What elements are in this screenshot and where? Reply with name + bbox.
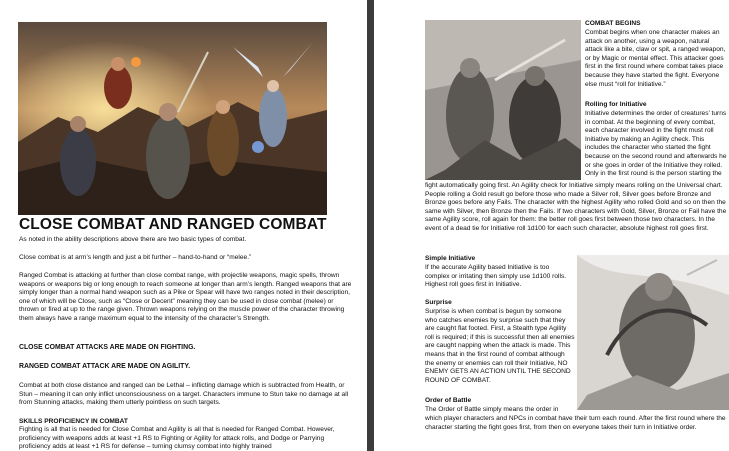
skills-heading: SKILLS PROFICIENCY IN COMBAT [19,418,128,425]
ranged-combat-paragraph: Ranged Combat is attacking at further than close combat range, with projectile weapons, magic spells, thrown weapons or weapons big or long enough to reach someone at longer than arm’s length. Ranged weapons that are simply longer than a normal hand weapon such as a Pike or Spear will have two ranges noted in their description, one of which will be Close, such as “Close or Decent” meaning they can be used in close combat (melee) or thrown or fired at up to the range given. Thrown weapons relying on the muscle power of the character throwing them always have a range maximum equal to the intensity of the character’s Strength. [19,272,352,322]
battle-illustration [18,22,327,215]
skills-paragraph: Fighting is all that is needed for Close Combat and Agility is all that is needed for Ranged Combat. However, proficiency with weapons adds at least +1 RS to Fighting or Agility for attack rolls, and Dodge or Parrying proficiency adds at least +1 RS for defense – turning clumsy combat into highly trained [19,426,335,451]
order-of-battle-paragraph: The Order of Battle simply means the order in [425,406,559,413]
rolling-initiative-heading: Rolling for Initiative [585,101,647,108]
combat-illustration-top [425,20,581,180]
warrior-illustration-bottom [577,255,729,410]
lethal-stun-paragraph: Combat at both close distance and ranged can be Lethal – inflicting damage which is subtracted from Health, or Stun – meaning it can only inflict unconsciousness on a target. Characters immune to Stun take no damage at all from Stunning attacks, making them utterly pointless on such targets. [19,382,349,407]
rolling-initiative-continued: fight automatically going first. An Agility check for Initiative simply means rolling on the Universal chart. People rolling a Gold result go before those who made a Silver roll, Silver goes before Bronze and Bronze goes before any Fails. The character with the highest Agility who rolled Gold and so on then the same with Silver, then Bronze then the Fails. If two characters with Gold, Silver, Bronze or Fail have the same Agility score, roll again for them: the better roll goes first between those two characters. In the event of a dead tie for Initiative roll 1d100 for each such character, absolute highest roll goes first. [425,182,727,232]
rule-close-combat: CLOSE COMBAT ATTACKS ARE MADE ON FIGHTING. [19,344,196,351]
combat-begins-paragraph: Combat begins when one character makes an attack on another, using a weapon, natural attack like a bite, claw or spit, a ranged weapon, or by Magic or mental effect. This attacker goes first in the first round where combat takes place because they have started the fight. Everyone else must “roll for Initiative.” [585,29,726,88]
close-combat-paragraph: Close combat is at arm’s length and just a bit further – hand-to-hand or “melee.” [19,254,252,261]
simple-initiative-heading: Simple Initiative [425,255,476,262]
order-of-battle-continued: which player characters and NPCs in combat have their turn each round. After the first round where the character starting the fight goes first, from then on everyone takes their turn in Initiative order. [425,415,726,431]
surprise-paragraph: Surprise is when combat is begun by someone who catches enemies by surprise such that they are caught flat footed. First, a Stealth type Agility roll is required; if this is successful then all enemies are caught napping when the attack is made. This means that in the first round of combat although the enemy or enemies can roll their Initiative, NO ENEMY GETS AN ACTION UNTIL THE SECOND ROUND OF COMBAT. [425,308,575,384]
right-page [405,0,729,451]
simple-initiative-paragraph: If the accurate Agility based Initiative is too complex or irritating then simply use 1d100 rolls. Highest roll goes first in Initiative. [425,264,567,289]
combat-begins-heading: COMBAT BEGINS [585,20,641,27]
gutter-divider [367,0,374,451]
surprise-heading: Surprise [425,299,452,306]
rule-ranged-combat: RANGED COMBAT ATTACK ARE MADE ON AGILITY. [19,363,191,370]
order-of-battle-heading: Order of Battle [425,397,472,404]
rolling-initiative-paragraph: Initiative determines the order of creatures’ turns in combat. At the beginning of every combat, each character involved in the fight must roll Initiative by making an Agility check. This includes the character who started the fight because on the second round and afterwards he or she goes in order of the Initiative they rolled. Only in the first round is the person starting the [585,110,727,178]
page-title: CLOSE COMBAT AND RANGED COMBAT [19,216,327,233]
intro-paragraph: As noted in the ability descriptions above there are two basic types of combat. [19,236,247,243]
